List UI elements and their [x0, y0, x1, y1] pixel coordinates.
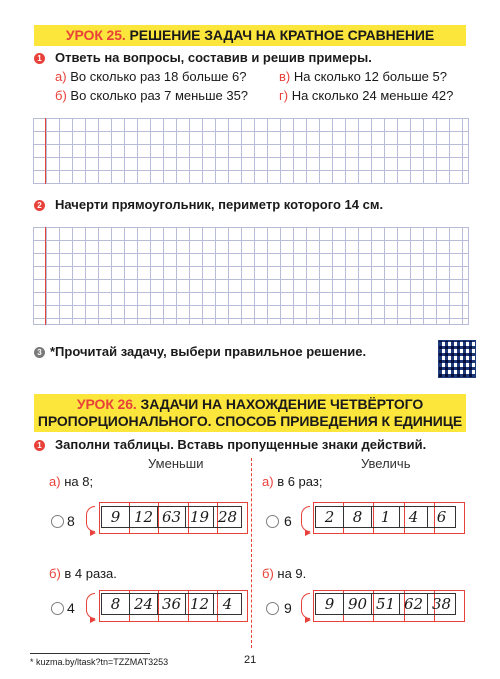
lesson25-title-text: РЕШЕНИЕ ЗАДАЧ НА КРАТНОЕ СРАВНЕНИЕ [129, 27, 435, 43]
table-value: 6 [427, 507, 455, 527]
column-header-decrease: Уменьши [148, 456, 204, 471]
subtask-label: б) в 4 раза. [49, 566, 117, 581]
task-number-badge: 1 [34, 53, 45, 64]
table-value: 51 [371, 594, 399, 614]
question-v: в) На сколько 12 больше 5? [279, 69, 447, 84]
operation-sign-circle[interactable] [266, 602, 279, 615]
table-value: 2 [324, 508, 335, 526]
table-value: 90 [343, 594, 371, 614]
lesson26-title-line2: ПРОПОРЦИОНАЛЬНОГО. СПОСОБ ПРИВЕДЕНИЯ К ЕДИНИЦЕ [37, 413, 463, 429]
column-header-increase: Увеличь [361, 456, 411, 471]
arrow-icon [305, 530, 311, 536]
start-number: 9 [284, 600, 292, 616]
lesson26-title [0, 396, 500, 413]
brace-icon [86, 506, 95, 532]
question-b: б) Во сколько раз 7 меньше 35? [55, 88, 249, 103]
table-value: 1 [371, 507, 399, 527]
column-divider [251, 458, 252, 648]
subtask-label: а) на 8; [49, 474, 94, 489]
arrow-icon [90, 530, 96, 536]
lesson26-number: УРОК 26. [76, 396, 137, 412]
table-value: 8 [343, 507, 371, 527]
table-value: 63 [157, 507, 185, 527]
value-row [315, 593, 456, 615]
table-value: 9 [324, 595, 335, 613]
operation-sign-circle[interactable] [51, 602, 64, 615]
table-value: 9 [110, 508, 121, 526]
start-number: 4 [67, 600, 75, 616]
value-row [101, 506, 242, 528]
start-number: 8 [67, 513, 75, 529]
answer-grid-2[interactable] [33, 227, 469, 325]
task1-instruction: Заполни таблицы. Вставь пропущенные знаки действий. [55, 437, 427, 452]
table-value: 12 [185, 594, 213, 614]
grid-margin-line [45, 118, 46, 184]
lesson26-title-line1: ЗАДАЧИ НА НАХОЖДЕНИЕ ЧЕТВЁРТОГО [140, 396, 424, 412]
arrow-icon [90, 617, 96, 623]
start-number: 6 [284, 513, 292, 529]
table-value: 28 [213, 507, 241, 527]
qr-code-icon[interactable] [438, 340, 476, 378]
table-value: 8 [110, 595, 121, 613]
table-value: 36 [157, 594, 185, 614]
table-value: 62 [399, 594, 427, 614]
answer-grid-1[interactable] [33, 118, 469, 184]
task-number-badge: 2 [34, 200, 45, 211]
task2-instruction: Начерти прямоугольник, периметр которого 14 см. [55, 197, 384, 212]
footer-link[interactable]: * kuzma.by/ltask?tn=TZZMAT3253 [30, 657, 169, 667]
task3-instruction: *Прочитай задачу, выбери правильное решение. [50, 344, 367, 359]
value-row [101, 593, 242, 615]
subtask-label: а) в 6 раз; [262, 474, 323, 489]
table-value: 12 [129, 507, 157, 527]
operation-sign-circle[interactable] [51, 515, 64, 528]
table-value: 24 [129, 594, 157, 614]
lesson25-title [0, 27, 500, 44]
arrow-icon [305, 617, 311, 623]
subtask-label: б) на 9. [262, 566, 307, 581]
page-number: 21 [244, 654, 257, 666]
value-row [315, 506, 456, 528]
lesson25-number: УРОК 25. [65, 27, 126, 43]
table-value: 4 [213, 594, 241, 614]
grid-margin-line [45, 227, 46, 325]
question-a: а) Во сколько раз 18 больше 6? [55, 69, 247, 84]
brace-icon [301, 506, 310, 532]
table-value: 38 [427, 594, 455, 614]
operation-sign-circle[interactable] [266, 515, 279, 528]
brace-icon [86, 593, 95, 619]
task-number-badge: 3 [34, 347, 45, 358]
table-value: 4 [399, 507, 427, 527]
task-number-badge: 1 [34, 440, 45, 451]
task1-instruction: Ответь на вопросы, составив и решив примеры. [55, 50, 372, 65]
brace-icon [301, 593, 310, 619]
table-value: 19 [185, 507, 213, 527]
question-g: г) На сколько 24 меньше 42? [279, 88, 454, 103]
footer-rule [30, 653, 150, 654]
